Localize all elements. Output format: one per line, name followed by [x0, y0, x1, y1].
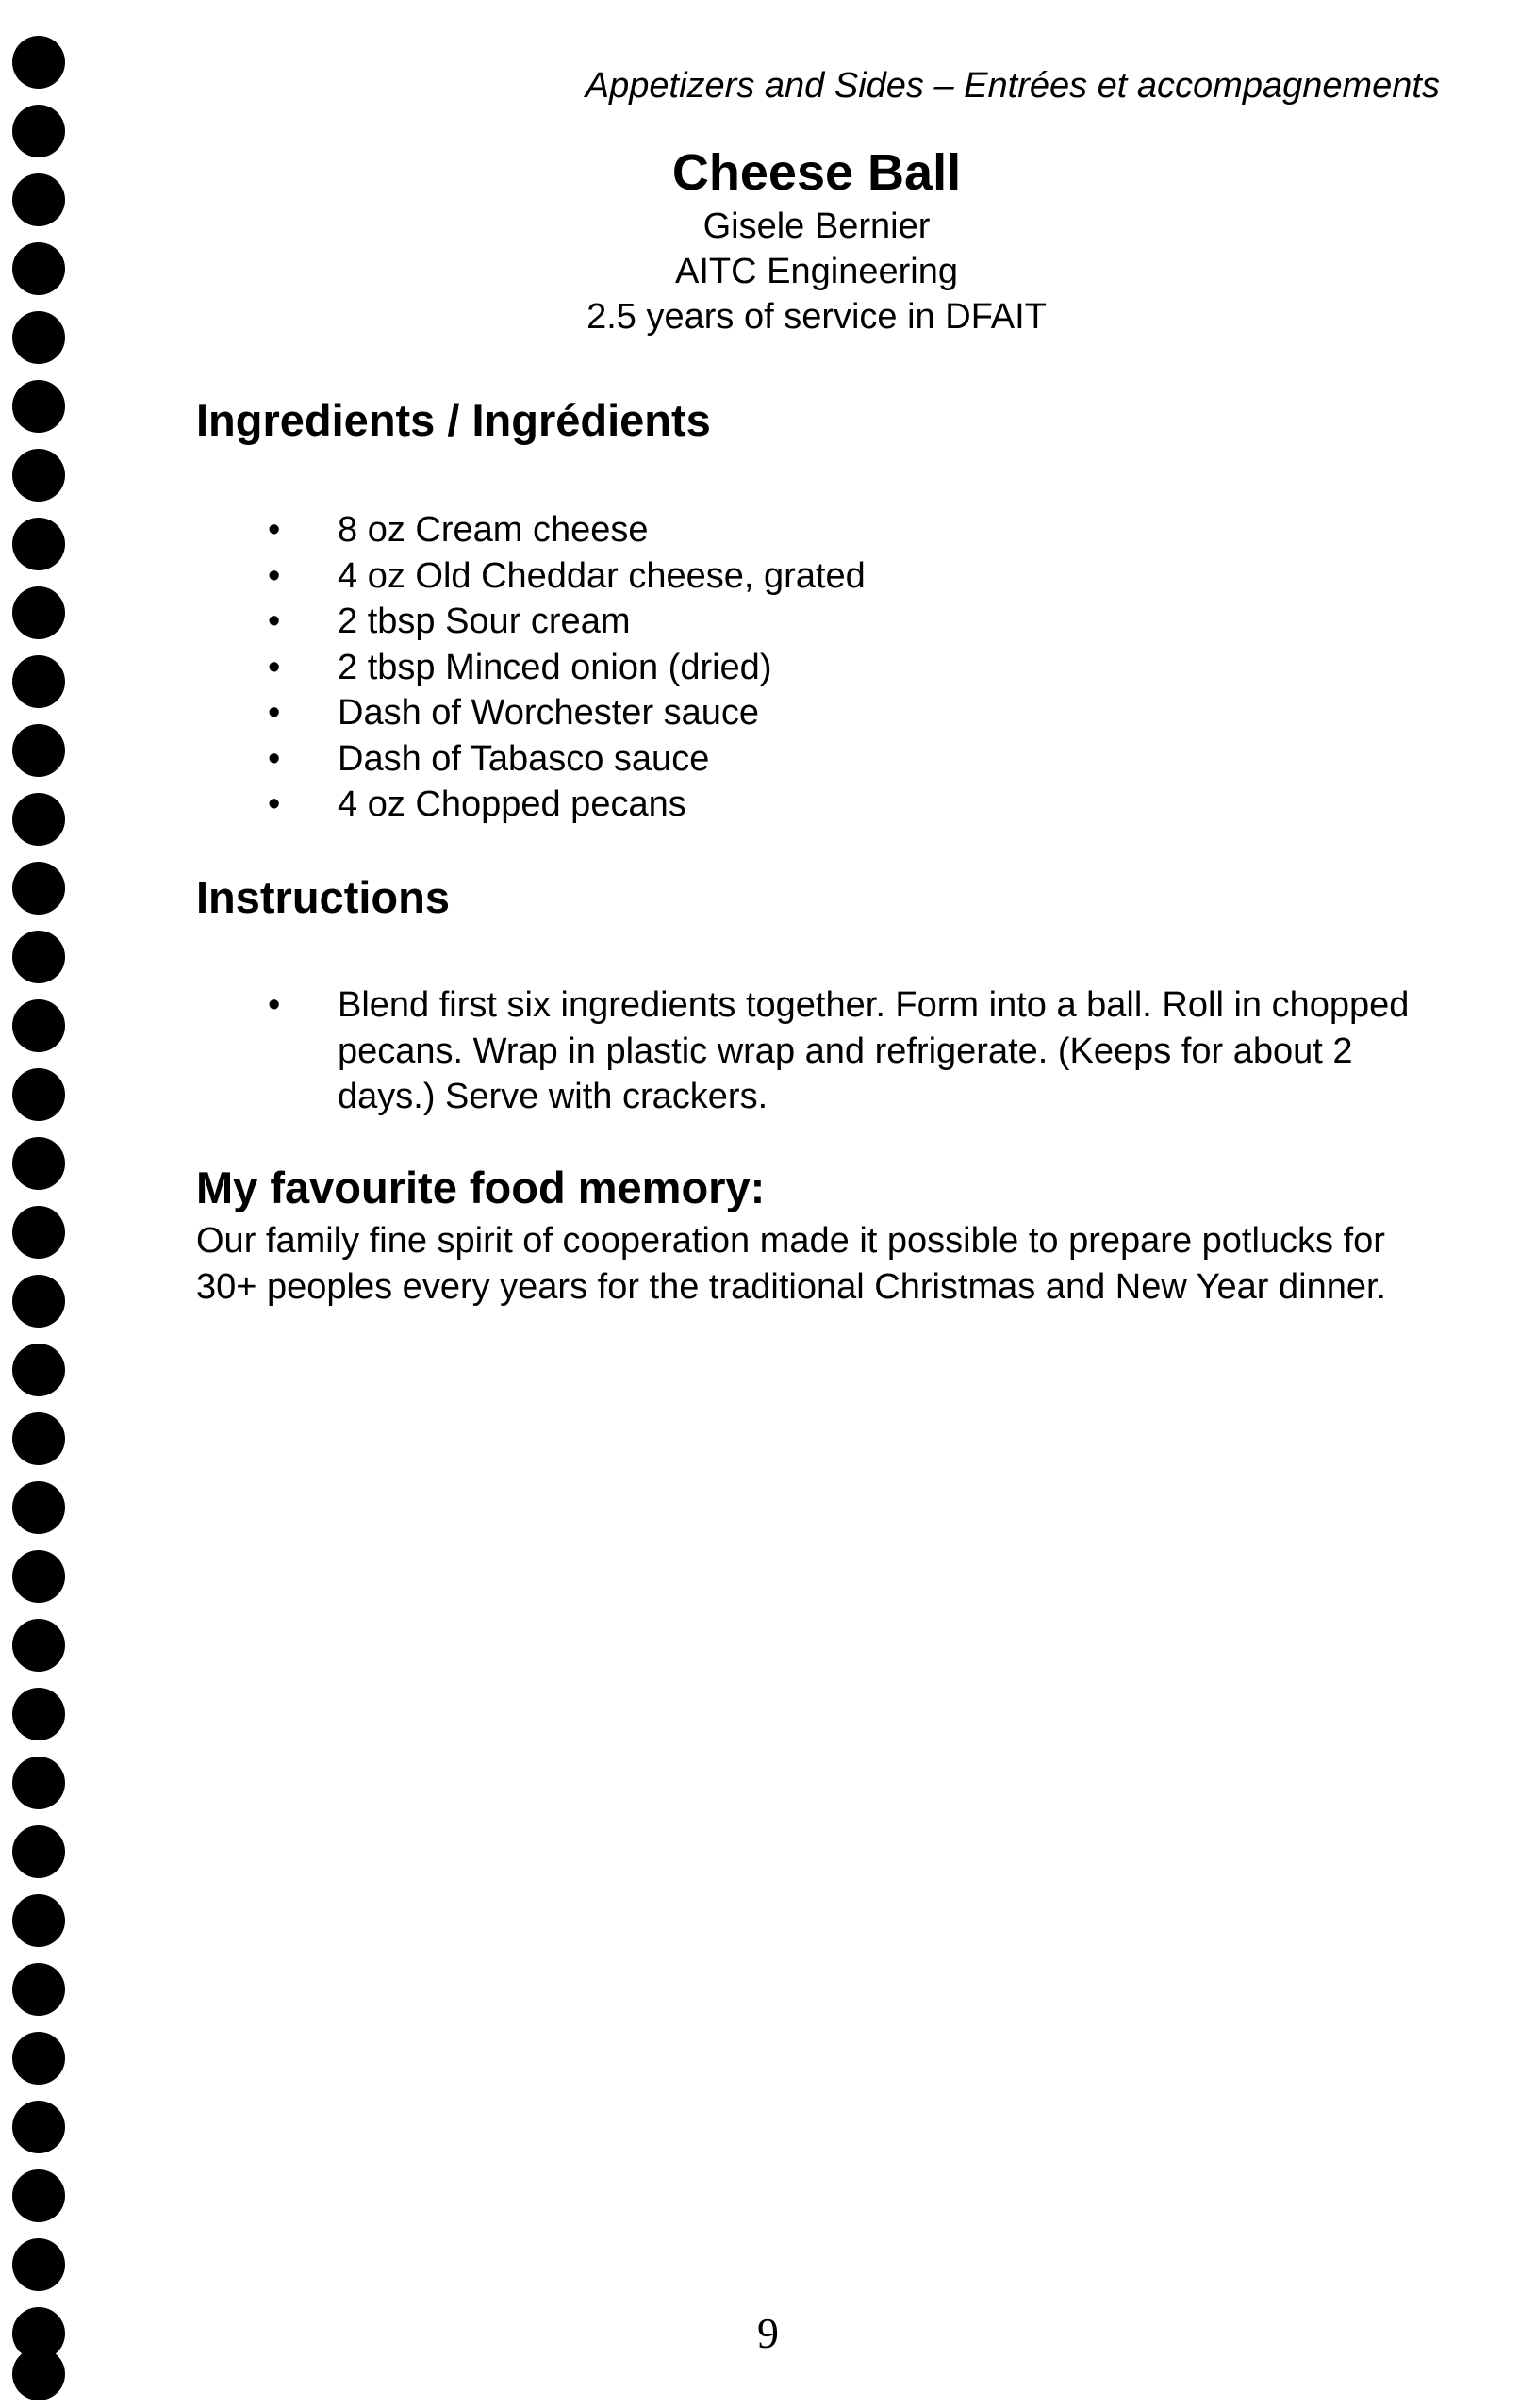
bullet-icon: • [268, 555, 281, 596]
binding-holes [12, 36, 65, 2402]
binding-hole-icon [12, 1894, 65, 1947]
ingredient-list [258, 507, 866, 828]
binding-hole-icon [12, 999, 65, 1052]
ingredients-heading: Ingredients / Ingrédients [196, 395, 711, 445]
binding-hole-icon [12, 1068, 65, 1121]
recipe-title-block [468, 141, 1165, 339]
binding-hole-icon [12, 36, 65, 89]
binding-hole-icon [12, 1757, 65, 1809]
binding-hole-icon [12, 173, 65, 226]
binding-hole-icon [12, 1688, 65, 1740]
binding-hole-icon [12, 655, 65, 708]
recipe-title: Cheese Ball [671, 144, 962, 201]
list-item [258, 782, 866, 828]
binding-hole-icon [12, 2238, 65, 2291]
instructions-heading: Instructions [196, 872, 450, 922]
bullet-icon: • [268, 510, 281, 550]
bullet-icon: • [268, 602, 281, 641]
binding-hole-icon [12, 931, 65, 983]
binding-hole-icon [12, 311, 65, 364]
binding-hole-icon [12, 1963, 65, 2016]
binding-hole-icon [12, 793, 65, 846]
ingredient-text: 8 oz Cream cheese [338, 510, 649, 550]
binding-hole-icon [12, 1206, 65, 1259]
list-item [258, 553, 866, 600]
memory-text: Our family fine spirit of cooperation made it possible to prepare potlucks for 30+ peoples every years for the traditional Christmas and New Year dinner. [196, 1221, 1387, 1307]
ingredient-text: 2 tbsp Minced onion (dried) [338, 647, 772, 687]
binding-hole-icon [12, 862, 65, 915]
binding-hole-icon [12, 380, 65, 433]
section-header: Appetizers and Sides – Entrées et accompagnements [585, 66, 1440, 106]
binding-hole-icon [12, 242, 65, 295]
binding-hole-icon [12, 2101, 65, 2153]
recipe-department: AITC Engineering [675, 252, 958, 291]
bullet-icon: • [268, 693, 281, 733]
list-item [258, 645, 866, 691]
page-number: 9 [757, 2309, 779, 2357]
bullet-icon: • [268, 985, 281, 1025]
binding-hole-icon [12, 105, 65, 157]
recipe-author: Gisele Bernier [702, 206, 931, 246]
list-item [258, 736, 866, 783]
ingredient-text: 4 oz Chopped pecans [338, 784, 686, 824]
bullet-icon: • [268, 647, 281, 687]
binding-hole-icon [12, 1412, 65, 1465]
binding-hole-icon [12, 449, 65, 502]
bullet-icon: • [268, 784, 281, 824]
instruction-list [258, 982, 1446, 1120]
ingredient-text: Dash of Worchester sauce [338, 693, 760, 733]
instruction-text: Blend first six ingredients together. Form into a ball. Roll in chopped pecans. Wrap in plastic wrap and refrigerate. (Keeps for about 2 days.) Serve with crackers. [338, 985, 1410, 1116]
binding-hole-icon [12, 1550, 65, 1603]
list-item [258, 599, 866, 645]
list-item [258, 690, 866, 736]
binding-hole-icon [12, 586, 65, 639]
binding-hole-icon [12, 1481, 65, 1534]
list-item [258, 982, 1446, 1120]
binding-hole-icon [12, 1619, 65, 1672]
binding-hole-icon [12, 518, 65, 570]
binding-hole-icon [12, 1137, 65, 1190]
bullet-icon: • [268, 738, 281, 779]
ingredient-text: 2 tbsp Sour cream [338, 602, 631, 641]
binding-hole-icon [12, 1344, 65, 1396]
list-item [258, 507, 866, 553]
ingredient-text: Dash of Tabasco sauce [338, 738, 710, 779]
memory-heading: My favourite food memory: [196, 1163, 766, 1212]
binding-hole-icon [12, 724, 65, 777]
binding-hole-icon [12, 2169, 65, 2222]
binding-hole-icon [12, 2032, 65, 2085]
recipe-service: 2.5 years of service in DFAIT [586, 297, 1047, 337]
ingredient-text: 4 oz Old Cheddar cheese, grated [338, 555, 866, 596]
binding-hole-icon [12, 1275, 65, 1328]
binding-hole-icon [12, 1825, 65, 1878]
